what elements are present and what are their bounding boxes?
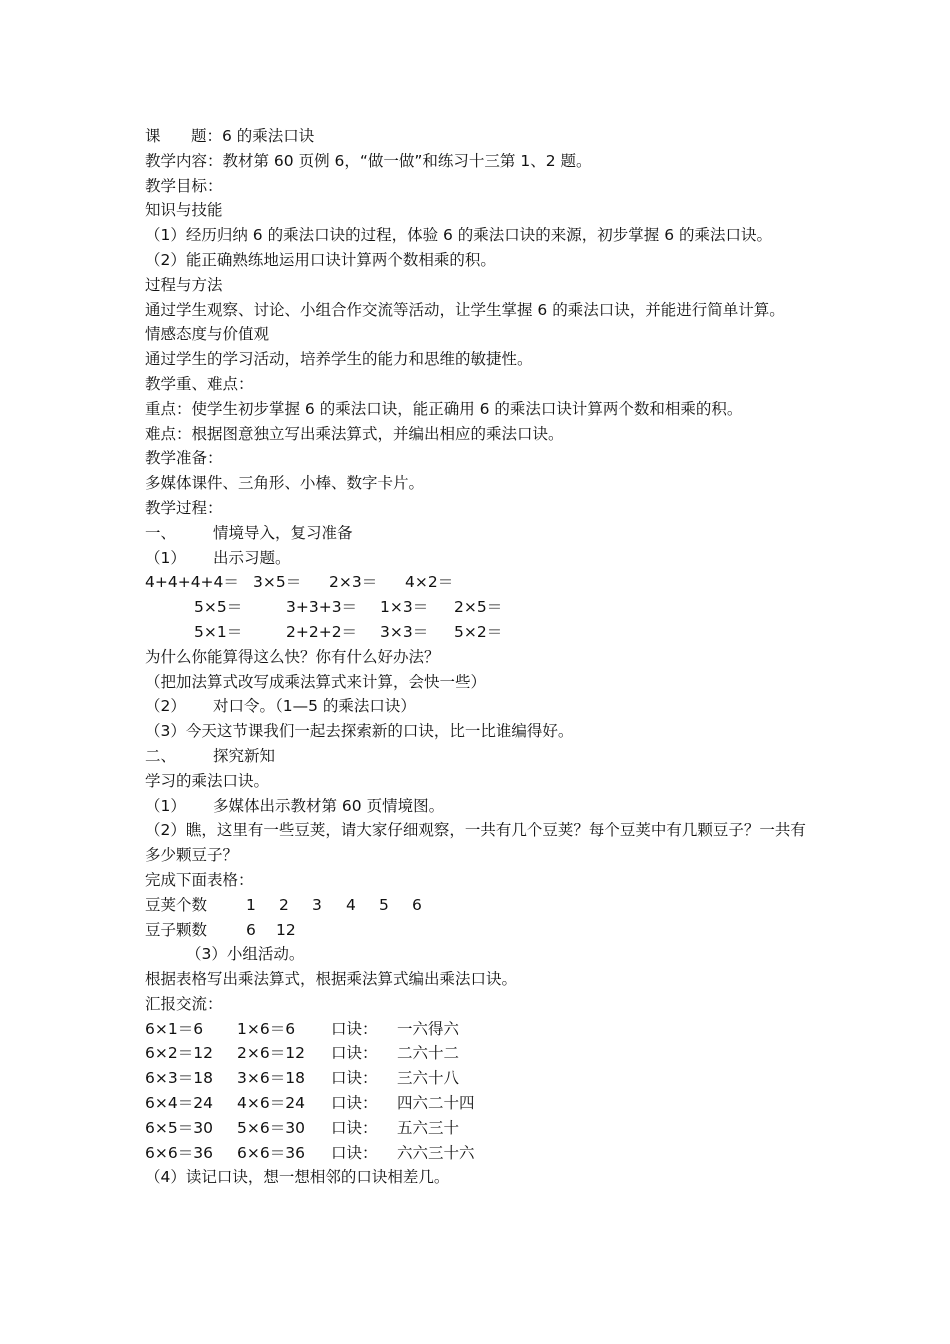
knowledge-item-2: （2）能正确熟练地运用口诀计算两个数相乘的积。: [145, 250, 496, 269]
exercise-item: 3×5＝: [253, 573, 302, 592]
rhyme-text: 四六二十四: [397, 1094, 475, 1113]
rhyme-equation: 6×2＝12: [145, 1044, 213, 1063]
step-2-3: （3）小组活动。: [186, 945, 305, 964]
pods-value: 3: [312, 895, 322, 914]
section-2-heading: [145, 744, 815, 769]
rhyme-equation: 6×6＝36: [237, 1143, 305, 1162]
rhyme-equation: 3×6＝18: [237, 1069, 305, 1088]
emotion-heading: 情感态度与价值观: [145, 325, 270, 344]
step-1-2-number: （2）: [145, 697, 186, 716]
rhyme-text: 一六得六: [397, 1019, 460, 1038]
rhyme-row: [145, 1041, 815, 1066]
title-sep: 题：: [191, 127, 223, 145]
pods-label: 豆荚个数: [145, 895, 208, 914]
pods-row: [145, 893, 815, 918]
rhyme-equation: 6×1＝6: [145, 1019, 204, 1038]
knowledge-item-1: （1）经历归纳 6 的乘法口诀的过程，体验 6 的乘法口诀的来源，初步掌握 6 的乘法口诀。: [145, 226, 773, 245]
rhyme-equation: 4×6＝24: [237, 1094, 305, 1113]
pods-value: 4: [346, 895, 356, 914]
rhyme-row: [145, 1141, 815, 1166]
title-label: 课: [145, 127, 161, 145]
table-intro: 完成下面表格：: [145, 870, 254, 889]
pods-value: 2: [279, 895, 289, 914]
document-body: [145, 124, 815, 1190]
exercise-item: 2+2+2＝: [286, 622, 358, 641]
beans-value: 6: [246, 920, 256, 939]
step-1-1-text: 出示习题。: [213, 548, 291, 567]
exercise-item: 4×2＝: [405, 573, 454, 592]
section-2-intro: 学习的乘法口诀。: [145, 771, 270, 790]
exercise-row: [145, 620, 815, 645]
step-2-1-number: （1）: [145, 796, 186, 815]
pods-value: 5: [379, 895, 389, 914]
section-1-title: 情境导入，复习准备: [213, 523, 353, 542]
emotion-text: 通过学生的学习活动，培养学生的能力和思维的敏捷性。: [145, 350, 533, 369]
key-difficult-heading: 教学重、难点：: [145, 374, 254, 393]
rhyme-equation: 6×5＝30: [145, 1118, 213, 1137]
step-1-1-number: （1）: [145, 548, 186, 567]
pods-value: 1: [246, 895, 256, 914]
process-heading: 过程与方法: [145, 275, 223, 294]
exercise-item: 4+4+4+4＝: [145, 573, 239, 592]
knowledge-heading: 知识与技能: [145, 201, 223, 220]
rhyme-row: [145, 1017, 815, 1042]
objectives-heading: 教学目标：: [145, 176, 223, 195]
rhyme-text: 六六三十六: [397, 1143, 475, 1162]
why-question: 为什么你能算得这么快？你有什么好办法？: [145, 647, 440, 666]
step-1-3: （3）今天这节课我们一起去探索新的口诀，比一比谁编得好。: [145, 722, 574, 741]
key-point: 重点：使学生初步掌握 6 的乘法口诀，能正确用 6 的乘法口诀计算两个数和相乘的积。: [145, 399, 743, 418]
exercise-item: 3×3＝: [380, 622, 429, 641]
exercise-item: 2×3＝: [329, 573, 378, 592]
step-2-3-text: 根据表格写出乘法算式，根据乘法算式编出乘法口诀。: [145, 970, 518, 989]
rhyme-text: 五六三十: [397, 1118, 460, 1137]
exercise-item: 2×5＝: [454, 598, 503, 617]
rhyme-row: [145, 1066, 815, 1091]
section-2-title: 探究新知: [213, 746, 276, 765]
prep-text: 多媒体课件、三角形、小棒、数字卡片。: [145, 474, 425, 493]
rhyme-equation: 5×6＝30: [237, 1118, 305, 1137]
title-value: 6 的乘法口诀: [222, 127, 315, 145]
step-1-1: [145, 546, 815, 571]
exercise-row: [145, 570, 815, 595]
rhyme-equation: 6×3＝18: [145, 1069, 213, 1088]
exercise-item: 5×2＝: [454, 622, 503, 641]
teaching-content: 教学内容：教材第 60 页例 6，“做一做”和练习十三第 1、2 题。: [145, 151, 592, 170]
difficult-point: 难点：根据图意独立写出乘法算式，并编出相应的乘法口诀。: [145, 424, 564, 443]
why-answer: （把加法算式改写成乘法算式来计算，会快一些）: [145, 672, 487, 691]
section-2-number: 二、: [145, 746, 177, 765]
rhyme-label: 口诀：: [331, 1069, 378, 1088]
lesson-title: [145, 124, 815, 149]
rhyme-equation: 6×6＝36: [145, 1143, 213, 1162]
report-heading: 汇报交流：: [145, 994, 223, 1013]
rhyme-equation: 6×4＝24: [145, 1094, 213, 1113]
exercise-item: 5×5＝: [194, 598, 243, 617]
step-2-1-text: 多媒体出示教材第 60 页情境图。: [213, 796, 445, 815]
step-1-2-text: 对口令。（1—5 的乘法口诀）: [213, 697, 416, 716]
beans-value: 12: [276, 920, 296, 939]
step-2-1: [145, 794, 815, 819]
rhyme-row: [145, 1091, 815, 1116]
step-1-2: [145, 694, 815, 719]
exercise-item: 1×3＝: [380, 598, 429, 617]
step-2-4: （4）读记口诀，想一想相邻的口诀相差几。: [145, 1168, 450, 1187]
rhyme-row: [145, 1116, 815, 1141]
rhyme-label: 口诀：: [331, 1044, 378, 1063]
beans-label: 豆子颗数: [145, 920, 208, 939]
rhyme-text: 三六十八: [397, 1069, 460, 1088]
section-1-number: 一、: [145, 523, 177, 542]
section-1-heading: [145, 521, 815, 546]
rhyme-equation: 2×6＝12: [237, 1044, 305, 1063]
prep-heading: 教学准备：: [145, 449, 223, 468]
procedure-heading: 教学过程：: [145, 498, 223, 517]
exercise-item: 5×1＝: [194, 622, 243, 641]
rhyme-label: 口诀：: [331, 1118, 378, 1137]
pods-value: 6: [412, 895, 422, 914]
step-2-2: （2）瞧，这里有一些豆荚，请大家仔细观察，一共有几个豆荚？每个豆荚中有几颗豆子？一共有多少颗豆子？: [145, 821, 806, 865]
rhyme-label: 口诀：: [331, 1019, 378, 1038]
rhyme-label: 口诀：: [331, 1143, 378, 1162]
rhyme-label: 口诀：: [331, 1094, 378, 1113]
beans-row: [145, 918, 815, 943]
process-text: 通过学生观察、讨论、小组合作交流等活动，让学生掌握 6 的乘法口诀，并能进行简单计算。: [145, 300, 785, 319]
exercise-row: [145, 595, 815, 620]
rhyme-text: 二六十二: [397, 1044, 460, 1063]
exercise-item: 3+3+3＝: [286, 598, 358, 617]
rhyme-equation: 1×6＝6: [237, 1019, 296, 1038]
